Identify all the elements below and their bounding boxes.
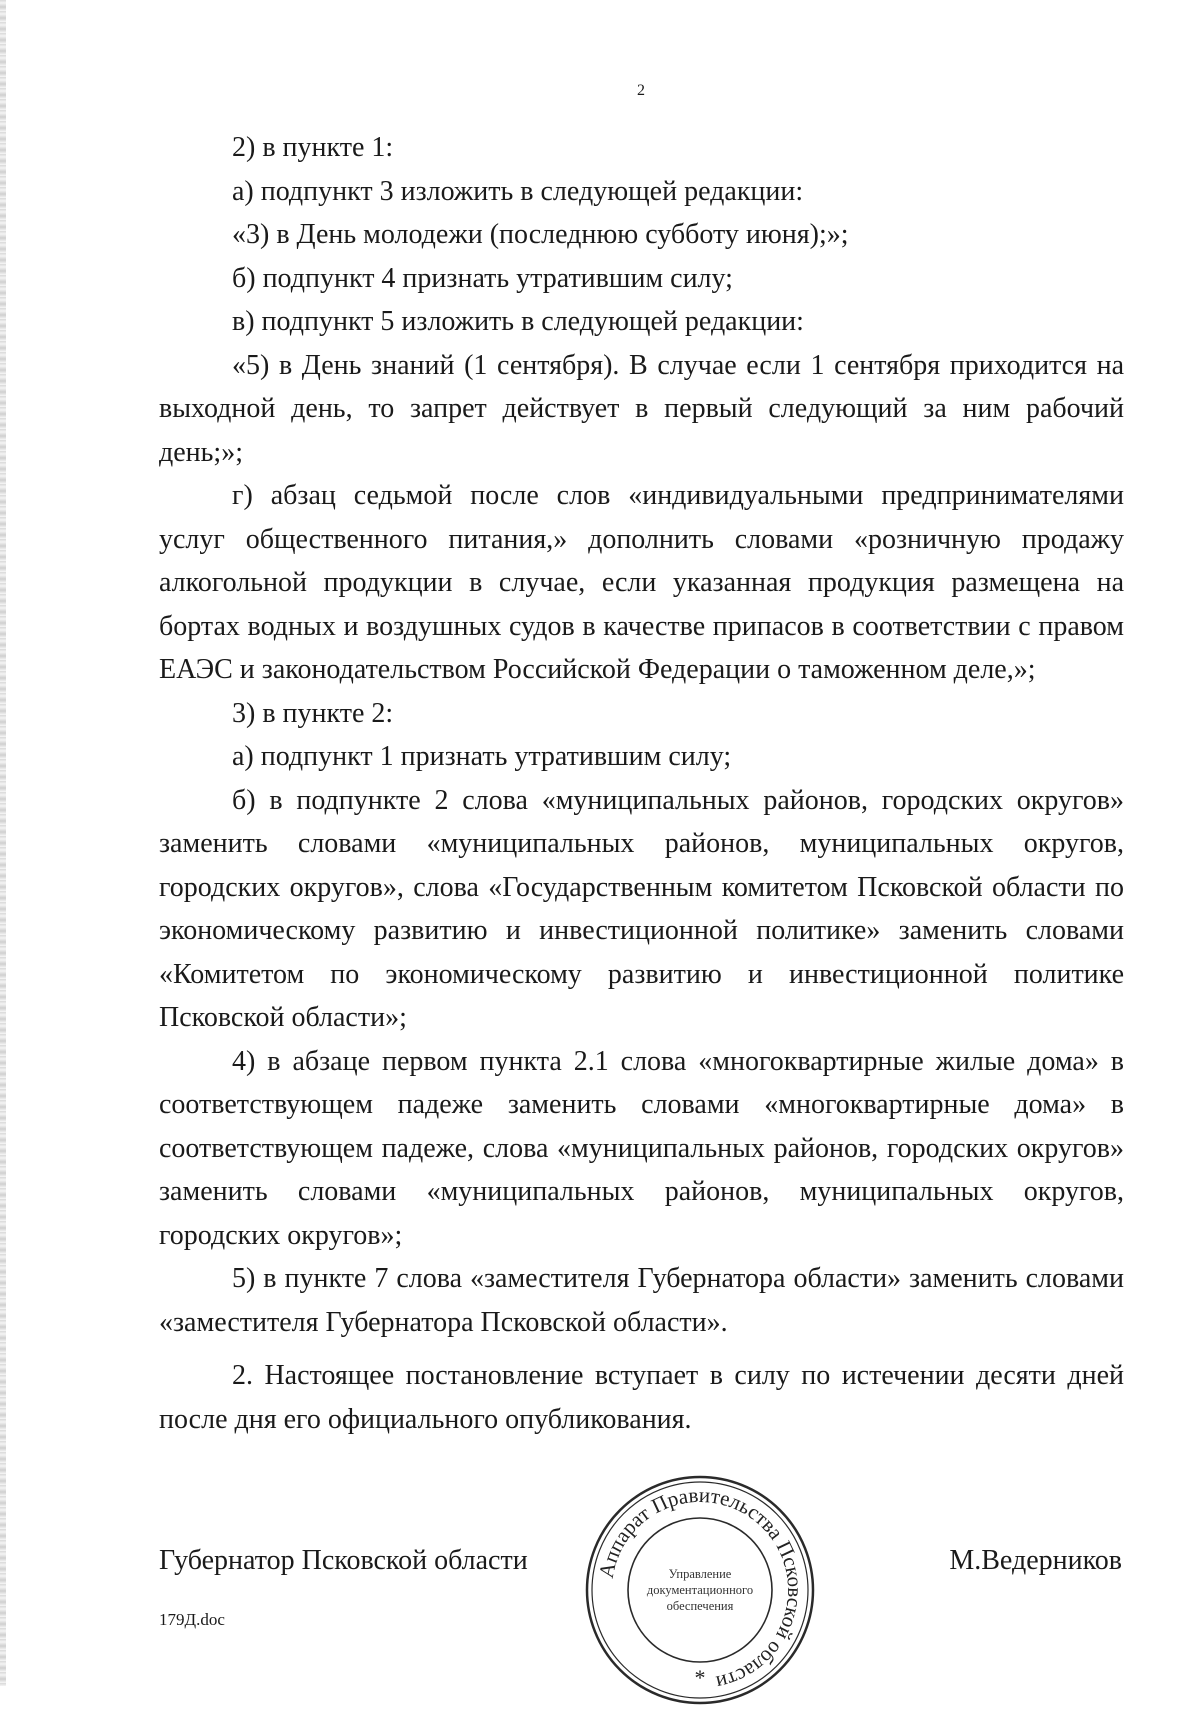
paragraph: 4) в абзаце первом пункта 2.1 слова «многоквартирные жилые дома» в соответствующем падеже заменить словами «многоквартирные дома» в соответствующем падеже, слова «муниципальных районов, городских округов» заменить словами «муниципальных районов, муниципальных округов, городских округов»;	[159, 1045, 1124, 1251]
paragraph: а) подпункт 1 признать утратившим силу;	[232, 741, 732, 772]
paragraph: «3) в День молодежи (последнюю субботу июня);»;	[232, 219, 849, 250]
paragraph: 5) в пункте 7 слова «заместителя Губернатора области» заменить словами «заместителя Губернатора Псковской области».	[159, 1263, 1124, 1338]
paragraph: а) подпункт 3 изложить в следующей редакции:	[232, 175, 804, 207]
scan-edge	[0, 0, 6, 1686]
signature-name: М.Ведерников	[949, 1545, 1122, 1576]
page-number: 2	[637, 82, 645, 99]
paragraph: в) подпункт 5 изложить в следующей редакции:	[232, 306, 804, 337]
signature-title: Губернатор Псковской области	[159, 1545, 528, 1576]
paragraph: «5) в День знаний (1 сентября). В случае если 1 сентября приходится на выходной день, то запрет действует в первый следующий за ним рабочий день;»;	[159, 349, 1124, 468]
stamp-star-icon: *	[694, 1665, 706, 1690]
paragraph: 3) в пункте 2:	[232, 697, 394, 729]
paragraph: 2. Настоящее постановление вступает в силу по истечении десяти дней после дня его официального опубликования.	[159, 1360, 1124, 1435]
paragraph: б) в подпункте 2 слова «муниципальных районов, городских округов» заменить словами «муниципальных районов, муниципальных округов, городских округов», слова «Государственным комитетом Псковской области по экономическому развитию и инвестиционной политике» заменить словами «Комитетом по экономическому развитию и инвестиционной политике Псковской области»;	[159, 784, 1124, 1033]
stamp-ring-text: Аппарат Правительства Псковской области	[593, 1482, 808, 1696]
paragraph: г) абзац седьмой после слов «индивидуальными предпринимателями услуг общественного питания,» дополнить словами «розничную продажу алкогольной продукции в случае, если указанная продукция размещена на бортах водных и воздушных судов в качестве припасов в соответствии с правом ЕАЭС и законодательством Российской Федерации о таможенном деле,»;	[159, 480, 1124, 685]
document-body	[159, 126, 1124, 1441]
file-reference: 179Д.doc	[159, 1610, 225, 1629]
stamp-center-line: документационного	[646, 1583, 754, 1597]
paragraph: 2) в пункте 1:	[232, 132, 394, 163]
stamp-center-line: Управление	[668, 1567, 732, 1581]
paragraph: б) подпункт 4 признать утратившим силу;	[232, 262, 733, 294]
stamp-center-line: обеспечения	[666, 1599, 734, 1613]
official-stamp	[580, 1470, 820, 1710]
